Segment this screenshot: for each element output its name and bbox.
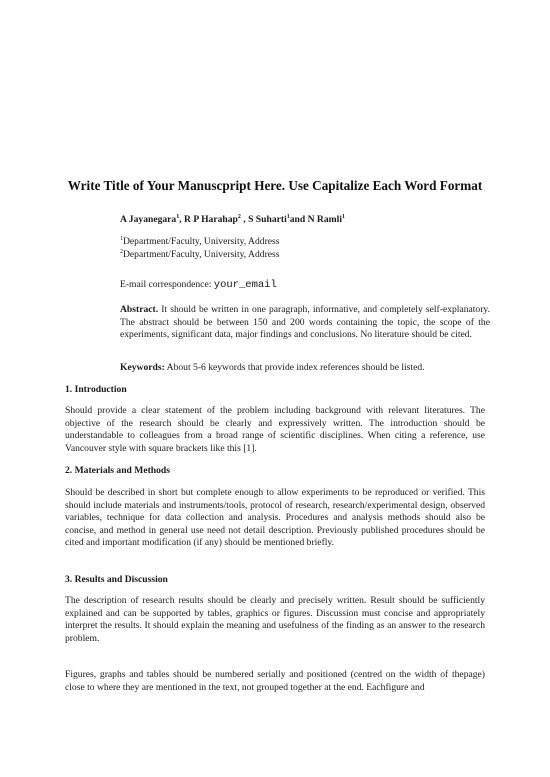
keywords	[120, 362, 490, 375]
keywords-label: Keywords:	[120, 362, 165, 373]
author-name: S Suharti	[248, 214, 287, 225]
paper-title: Write Title of Your Manuscpript Here. Use Capitalize Each Word Format	[67, 178, 483, 193]
correspondence-email	[120, 279, 490, 292]
affiliation-text: Department/Faculty, University, Address	[123, 249, 280, 260]
results-paragraph-2: Figures, graphs and tables should be numbered serially and positioned (centred on the width of thepage) close to where they are mentioned in the text, not grouped together at the end. Eachfigure and	[65, 669, 485, 693]
results-paragraph-1: The description of research results should be clearly and precisely written. Result should be sufficiently explained and can be supported by tables, graphics or figures. Discussion must concise and appropriately interpret the results. It should explain the meaning and usefulness of the finding as an answer to the research problem.	[65, 595, 485, 644]
email-label: E-mail correspondence:	[120, 279, 214, 290]
affiliation-text: Department/Faculty, University, Address	[123, 236, 280, 247]
author-separator: and	[289, 214, 308, 225]
author-name: R P Harahap	[184, 214, 238, 225]
abstract-label: Abstract.	[120, 304, 159, 315]
author-affil-mark: 1	[286, 213, 290, 220]
keywords-text: About 5-6 keywords that provide index references should be listed.	[164, 362, 425, 373]
author-separator: ,	[179, 214, 185, 225]
introduction-paragraph: Should provide a clear statement of the problem including background with relevant literatures. The objective of the research should be clearly and expressively written. The introduction should be understandable to colleagues from a broad range of scientific disciplines. When citing a reference, use Vancouver style with square brackets like this [1].	[65, 405, 485, 454]
author-affil-mark: 1	[341, 213, 345, 220]
section-heading-methods: 2. Materials and Methods	[65, 465, 170, 476]
affiliation-2	[120, 249, 490, 262]
affiliation-mark: 2	[120, 248, 123, 255]
abstract-text: It should be written in one paragraph, informative, and completely self-explanatory. The abstract should be between 150 and 200 words containing the topic, the scope of the experiments, significant data, major findings and conclusions. No literature should be cited.	[120, 304, 490, 341]
author-affil-mark: 2	[237, 213, 241, 220]
author-separator: ,	[240, 214, 249, 225]
affiliation-1	[120, 236, 490, 249]
affiliation-mark: 1	[120, 235, 123, 242]
author-name: N Ramli	[307, 214, 342, 225]
email-value: your_email	[213, 279, 277, 291]
author-list	[120, 214, 490, 227]
abstract	[120, 304, 490, 342]
author-affil-mark: 1	[176, 213, 180, 220]
author-name: A Jayanegara	[120, 214, 177, 225]
methods-paragraph: Should be described in short but complete enough to allow experiments to be reproduced or verified. This should include materials and instruments/tools, protocol of research, research/experimental design, observed variables, technique for data collection and analysis. Procedures and analysis methods should also be concise, and method in general use need not detail description. Previously published procedures should be cited and important modification (if any) should be mentioned briefly.	[65, 487, 485, 548]
section-heading-introduction: 1. Introduction	[65, 384, 127, 395]
section-heading-results: 3. Results and Discussion	[65, 574, 168, 585]
